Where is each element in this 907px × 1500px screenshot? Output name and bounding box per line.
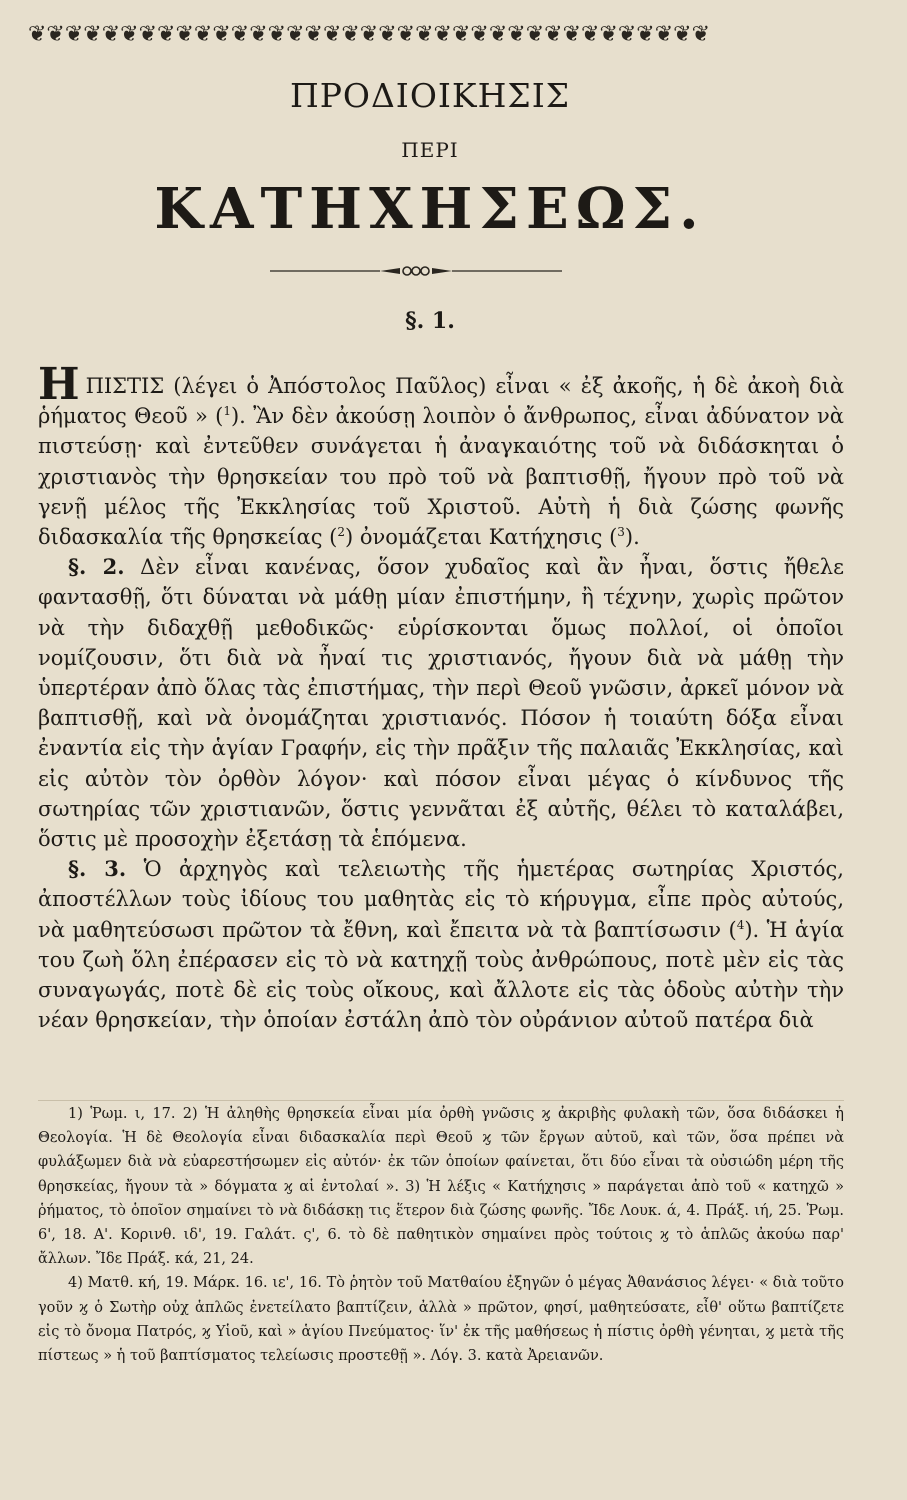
footnote-4: 4) Ματθ. κή, 19. Μάρκ. 16. ιε', 16. Τὸ ῥητὸν τοῦ Ματθαίου ἐξηγῶν ὁ μέγας Ἀθανάσιος λέγει· « διὰ τοῦτο γοῦν ϗ ὁ Σωτὴρ οὐχ ἁπλῶς ἐνετείλατο βαπτίζειν, ἀλλὰ » πρῶτον, φησί, μαθητεύσατε, εἶθ' οὕτω βαπτίζετε εἰς τὸ ὄνομα Πατρός, ϗ Υἱοῦ, καὶ » ἁγίου Πνεύματος· ἵν' ἐκ τῆς μαθήσεως ἡ πίστις ὀρθὴ γένηται, ϗ μετὰ τῆς πίστεως » ἡ τοῦ βαπτίσματος τελείωσις προστεθῇ ». Λόγ. 3. κατὰ Ἀρειανῶν. xyxy=(38,1275,844,1365)
section-3-text-b: ). Ἡ ἁγία του ζωὴ ὅλη ἐπέρασεν εἰς τὸ νὰ κατηχῇ τοὺς ἀνθρώπους, ποτὲ μὲν εἰς τὰς συναγωγάς, ποτὲ δὲ εἰς τοὺς οἴκους, καὶ ἄλλοτε εἰς τὰς ὁδοὺς αὐτὴν τὴν νέαν θρησκείαν, τὴν ὁποίαν ἐστάλη ἀπὸ τὸν οὐράνιον αὐτοῦ πατέρα διὰ xyxy=(38,917,845,1033)
footnotes xyxy=(38,1102,844,1368)
section-3-number: §. 3. xyxy=(68,856,127,882)
paragraph-section-1 xyxy=(38,359,844,552)
footnote-ref-4: 4 xyxy=(736,917,745,932)
paragraph-section-2 xyxy=(38,552,844,854)
paragraph-section-3 xyxy=(38,854,844,1035)
section-2-number: §. 2. xyxy=(68,554,125,580)
section-1-heading: §. 1. xyxy=(405,308,455,334)
footnote-ref-1: 1 xyxy=(223,404,231,419)
section-1-text-d: ). xyxy=(624,525,640,550)
footnotes-1-3: 1) Ῥωμ. ι, 17. 2) Ἡ ἀληθὴς θρησκεία εἶναι μία ὀρθὴ γνῶσις ϗ ἀκριβὴς φυλακὴ τῶν, ὅσα διδάσκει ἡ Θεολογία. Ἡ δὲ Θεολογία εἶναι διδασκαλία περὶ Θεοῦ ϗ τῶν ἔργων αὐτοῦ, καὶ τῶν, ὅσα πρέπει νὰ φυλάξωμεν διὰ νὰ εὐαρεστήσωμεν εἰς αὐτόν· ἐκ τῶν ὁποίων φαίνεται, ὅτι δύο εἶναι τὰ οὐσιώδη μέρη τῆς θρησκείας, ἤγουν τὰ » δόγματα ϗ αἱ ἐντολαί ». 3) Ἡ λέξις « Κατήχησις » παράγεται ἀπὸ τοῦ « κατηχῶ » ῥήματος, τὸ ὁποῖον σημαίνει τὸ νὰ διδάσκῃ τις ἕτερον διὰ ζώσης φωνῆς. Ἴδε Λουκ. ά, 4. Πράξ. ιή, 25. Ῥωμ. 6', 18. Α'. Κορινθ. ιδ', 19. Γαλάτ. ς', 6. τὸ δὲ παθητικὸν σημαίνει πρὸς τούτοις ϗ τὸ ἁπλῶς ἀκούω παρ' ἄλλων. Ἴδε Πράξ. κά, 21, 24. xyxy=(38,1106,844,1268)
body-text xyxy=(38,359,845,1035)
section-1-text-a: ΠΙΣΤΙΣ (λέγει ὁ Ἀπόστολος Παῦλος) εἶναι « ἐξ ἀκοῆς, ἡ δὲ ἀκοὴ διὰ ῥήματος Θεοῦ » ( xyxy=(38,374,844,429)
footnote-ref-3: 3 xyxy=(617,525,625,540)
drop-cap: Η xyxy=(38,359,80,410)
title-line-3: ΚΑΤΗΧΗΣΕΩΣ. xyxy=(154,176,706,242)
section-2-text: Δὲν εἶναι κανένας, ὅσον χυδαῖος καὶ ἂν ἦναι, ὅστις ἤθελε φαντασθῇ, ὅτι δύναται νὰ μάθῃ μίαν ἐπιστήμην, ἢ τέχνην, χωρὶς πρῶτον νὰ τὴν διδαχθῇ μεθοδικῶς· εὑρίσκονται ὅμως πολλοί, οἱ ὁποῖοι νομίζουσιν, ὅτι διὰ νὰ ἦναί τις χριστιανός, ἤγουν διὰ νὰ μάθῃ τὴν ὑπερτέραν ἀπὸ ὅλας τὰς ἐπιστήμας, τὴν περὶ Θεοῦ γνῶσιν, ἀρκεῖ μόνον νὰ βαπτισθῇ, καὶ νὰ ὀνομάζηται χριστιανός. Πόσον ἡ τοιαύτη δόξα εἶναι ἐναντία εἰς τὴν ἁγίαν Γραφήν, εἰς τὴν πρᾶξιν τῆς παλαιᾶς Ἐκκλησίας, καὶ εἰς αὐτὸν τὸν ὀρθὸν λόγον· καὶ πόσον εἶναι μέγας ὁ κίνδυνος τῆς σωτηρίας τῶν χριστιανῶν, ὅστις γεννᾶται ἐξ αὐτῆς, θέλει τὸ καταλάβει, ὅστις μὲ προσοχὴν ἐξετάσῃ τὰ ἑπόμενα. xyxy=(38,555,844,852)
section-3-text-a: Ὁ ἀρχηγὸς καὶ τελειωτὴς τῆς ἡμετέρας σωτηρίας Χριστός, ἀποστέλλων τοὺς ἰδίους του μαθητὰς εἰς τὸ κήρυγμα, εἶπε πρὸς αὐτούς, νὰ μαθητεύσωσι πρῶτον τὰ ἔθνη, καὶ ἔπειτα νὰ τὰ βαπτίσωσιν ( xyxy=(38,857,844,942)
section-1-text-b: ). Ἂν δὲν ἀκούσῃ λοιπὸν ὁ ἄνθρωπος, εἶναι ἀδύνατον νὰ πιστεύσῃ· καὶ ἐντεῦθεν συνάγεται ἡ ἀναγκαιότης τοῦ νὰ διδάσκηται ὁ χριστιανὸς τὴν θρησκείαν του πρὸ τοῦ νὰ βαπτισθῇ, ἤγουν πρὸ τοῦ νὰ γενῇ μέλος τῆς Ἐκκλησίας τοῦ Χριστοῦ. Αὐτὴ ἡ διὰ ζώσης φωνῆς διδασκαλία τῆς θρησκείας ( xyxy=(38,404,844,550)
section-1-text-c: ) ὀνομάζεται Κατήχησις ( xyxy=(344,525,618,550)
title-divider-ornament xyxy=(270,263,562,279)
title-line-2: ΠΕΡΙ xyxy=(401,138,459,162)
footnote-ref-2: 2 xyxy=(337,525,345,540)
title-line-1: ΠΡΟΔΙΟΙΚΗΣΙΣ xyxy=(289,76,571,115)
footnote-rule xyxy=(38,1100,844,1101)
head-ornament-band: ❦❦❦❦❦❦❦❦❦❦❦❦❦❦❦❦❦❦❦❦❦❦❦❦❦❦❦❦❦❦❦❦❦❦❦❦❦ xyxy=(28,24,711,46)
